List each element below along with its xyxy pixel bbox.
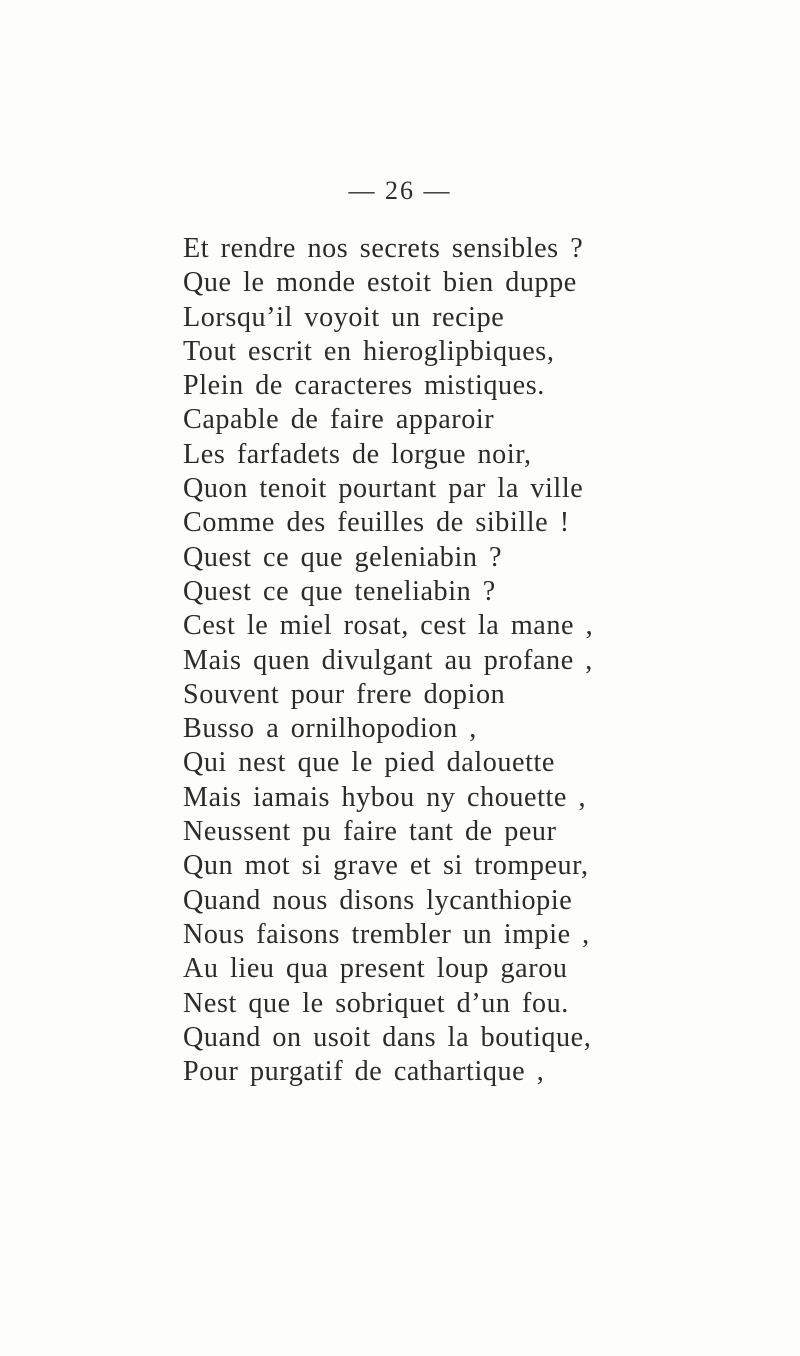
poem-verses — [183, 231, 783, 1088]
verse-line: Mais quen divulgant au profane , — [183, 643, 593, 676]
page-number: — 26 — — [348, 176, 452, 205]
verse-line: Nous faisons trembler un impie , — [183, 917, 590, 950]
verse-line: Plein de caracteres mistiques. — [183, 369, 545, 402]
verse-line: Capable de faire apparoir — [183, 403, 495, 436]
verse-line: Pour purgatif de cathartique , — [183, 1055, 545, 1088]
verse-line: Quest ce que teneliabin ? — [183, 574, 496, 607]
verse-line: Que le monde estoit bien duppe — [183, 266, 577, 299]
verse-line: Comme des feuilles de sibille ! — [183, 506, 570, 539]
verse-line: Quand on usoit dans la boutique, — [183, 1020, 592, 1053]
verse-line: Souvent pour frere dopion — [183, 677, 506, 710]
verse-line: Neussent pu faire tant de peur — [183, 815, 557, 848]
verse-line: Cest le miel rosat, cest la mane , — [183, 609, 594, 642]
verse-line: Quon tenoit pourtant par la ville — [183, 472, 584, 505]
verse-line: Quand nous disons lycanthiopie — [183, 883, 573, 916]
verse-line: Au lieu qua present loup garou — [183, 952, 568, 985]
verse-line: Nest que le sobriquet d’un fou. — [183, 986, 569, 1019]
verse-line: Mais iamais hybou ny chouette , — [183, 780, 587, 813]
verse-line: Busso a ornilhopodion , — [183, 712, 477, 745]
verse-line: Les farfadets de lorgue noir, — [183, 437, 532, 470]
verse-line: Qun mot si grave et si trompeur, — [183, 849, 589, 882]
verse-line: Qui nest que le pied dalouette — [183, 746, 555, 779]
verse-line: Et rendre nos secrets sensibles ? — [183, 232, 584, 264]
verse-line: Tout escrit en hieroglipbiques, — [183, 334, 555, 367]
verse-line: Lorsqu’il voyoit un recipe — [183, 300, 505, 333]
verse-line: Quest ce que geleniabin ? — [183, 540, 503, 573]
